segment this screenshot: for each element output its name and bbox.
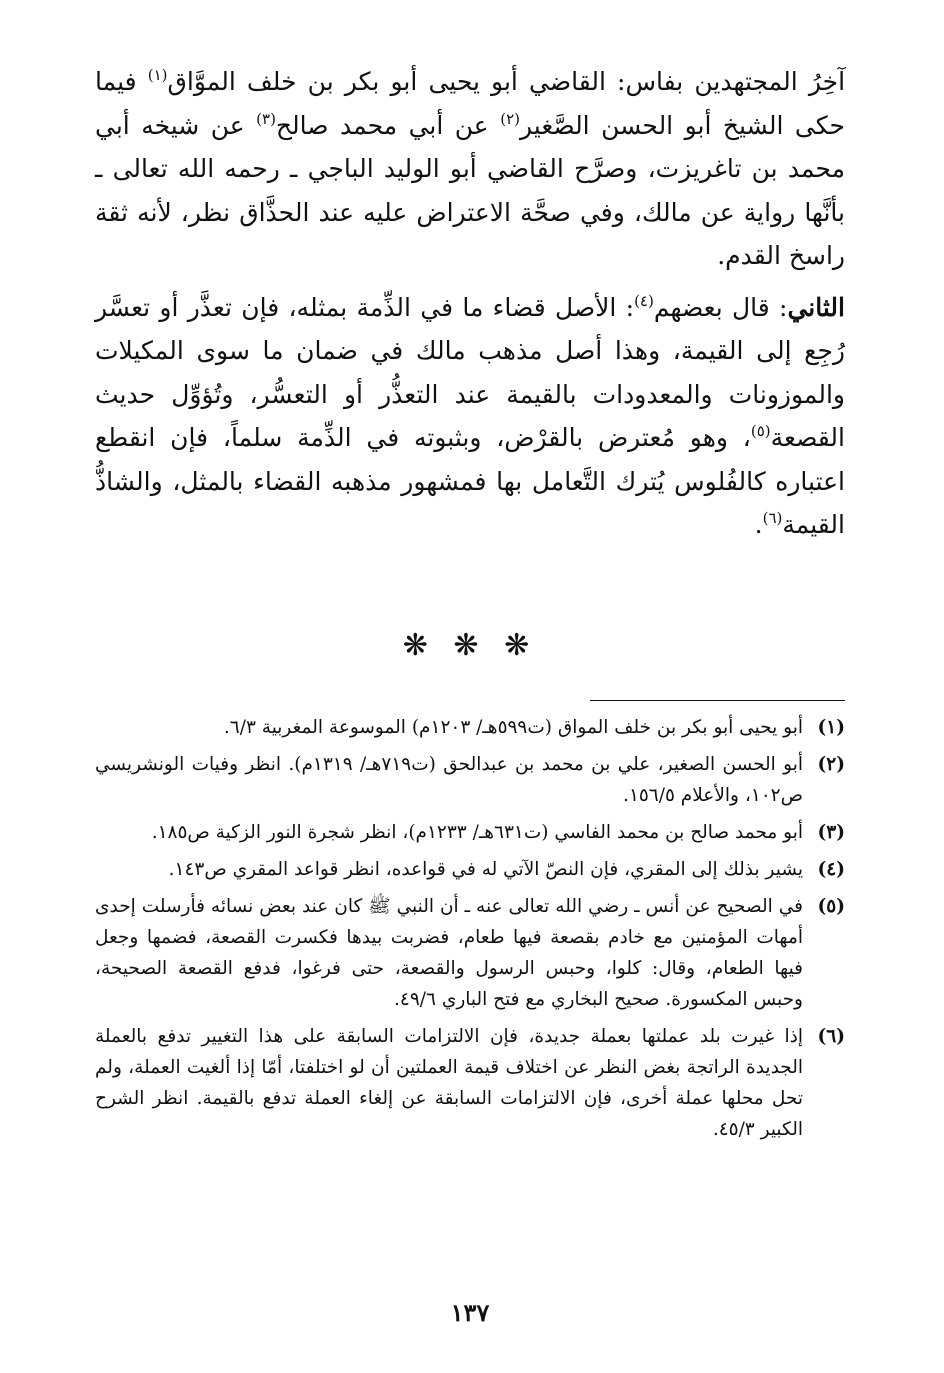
footnote-2 xyxy=(95,749,845,811)
para1-text-a: آخِرُ المجتهدين بفاس: القاضي أبو يحيى أبو بكر بن خلف الموَّاق xyxy=(167,67,846,96)
footnote-ref-5[interactable]: (٥) xyxy=(750,422,771,440)
footnote-5 xyxy=(95,891,845,1015)
footnote-text: إذا غيرت بلد عملتها بعملة جديدة، فإن الالتزامات السابقة على هذا التغيير تدفع بالعملة الجديدة الراتجة بغض النظر عن اختلاف قيمة العملتين أن لو اختلفتا، أمّا إذا ألغيت العملة، ولم تحل محلها عملة أخرى، فإن الالتزامات السابقة عن إلغاء العملة تدفع بالقيمة. انظر الشرح الكبير ٤٥/٣. xyxy=(95,1026,803,1140)
footnote-divider xyxy=(590,700,845,701)
footnote-text: أبو يحيى أبو بكر بن خلف المواق (ت٥٩٩هـ/ ١٢٠٣م) الموسوعة المغربية ٦/٣. xyxy=(223,717,803,738)
footnote-text: أبو الحسن الصغير، علي بن محمد بن عبدالحق (ت٧١٩هـ/ ١٣١٩م). انظر وفيات الونشريسي ص١٠٢، والأعلام ١٥٦/٥. xyxy=(95,754,803,806)
para2-text-b: : الأصل قضاء ما في الذِّمة بمثله، فإن تعذَّر أو تعسَّر رُجِع إلى القيمة، وهذا أصل مذهب مالك في ضمان ما سوى المكيلات والموزونات والمعدودات بالقيمة عند التعذُّر أو التعسُّر، وتُؤوِّل حديث القصعة xyxy=(95,292,845,452)
footnote-number: (٥) xyxy=(817,896,845,917)
footnote-number: (٤) xyxy=(817,859,845,880)
para2-text-c: ، وهو مُعترض بالقرْض، وبثبوته في الذِّمة سلماً، فإن انقطع اعتباره كالفُلوس يُترك التَّعامل بها فمشهور مذهبه القضاء بالمثل، والشاذُّ القيمة xyxy=(95,423,845,539)
para1-text-d: عن شيخه أبي محمد بن تاغريزت، وصرَّح القاضي أبو الوليد الباجي ـ رحمه الله تعالى ـ بأنَّها رواية عن مالك، وفي صحَّة الاعتراض عليه عند الحذَّاق نظر، لأنه ثقة راسخ القدم. xyxy=(95,110,845,270)
footnote-number: (١) xyxy=(817,717,845,738)
footnotes xyxy=(95,712,845,1151)
footnote-text: في الصحيح عن أنس ـ رضي الله تعالى عنه ـ أن النبي ﷺ كان عند بعض نسائه فأرسلت إحدى أمهات المؤمنين مع خادم بقصعة فيها طعام، فضربت بيدها فكسرت القصعة، فضمها وجعل فيها الطعام، وقال: كلوا، وحبس الرسول والقصعة، حتى فرغوا، فدفع القصعة الصحيحة، وحبس المكسورة. صحيح البخاري مع فتح الباري ٤٩/٦. xyxy=(95,896,803,1010)
footnote-number: (٢) xyxy=(817,754,845,775)
footnote-3 xyxy=(95,817,845,848)
page-number: ١٣٧ xyxy=(450,1298,490,1327)
paragraph-1 xyxy=(95,60,845,278)
footnote-ref-4[interactable]: (٤) xyxy=(634,291,654,310)
para2-text-a: : قال بعضهم xyxy=(653,292,788,322)
para2-text-d: . xyxy=(754,510,763,539)
footnote-1 xyxy=(95,712,845,743)
footnote-text: يشير بذلك إلى المقري، فإن النصّ الآتي له في قواعده، انظر قواعد المقري ص١٤٣. xyxy=(168,859,803,880)
para1-text-b: فيما حكى الشيخ أبو الحسن الصَّغير xyxy=(95,67,846,140)
footnote-6 xyxy=(95,1021,845,1145)
para1-text-c: عن أبي محمد صالح xyxy=(275,110,501,140)
section-separator: ❋ ❋ ❋ xyxy=(402,628,538,663)
para2-lead: الثاني xyxy=(787,292,845,322)
footnote-ref-1[interactable]: (١) xyxy=(147,66,168,84)
page xyxy=(95,60,846,1327)
footnote-number: (٣) xyxy=(817,822,845,843)
paragraph-2 xyxy=(95,286,845,547)
footnote-ref-2[interactable]: (٢) xyxy=(500,109,520,128)
footnote-number: (٦) xyxy=(817,1026,845,1047)
footnote-text: أبو محمد صالح بن محمد الفاسي (ت٦٣١هـ/ ١٢٣٣م)، انظر شجرة النور الزكية ص١٨٥. xyxy=(151,822,803,843)
footnote-ref-3[interactable]: (٣) xyxy=(256,109,276,128)
footnote-ref-6[interactable]: (٦) xyxy=(762,509,783,527)
main-text xyxy=(95,60,845,547)
footnote-4 xyxy=(95,854,845,885)
